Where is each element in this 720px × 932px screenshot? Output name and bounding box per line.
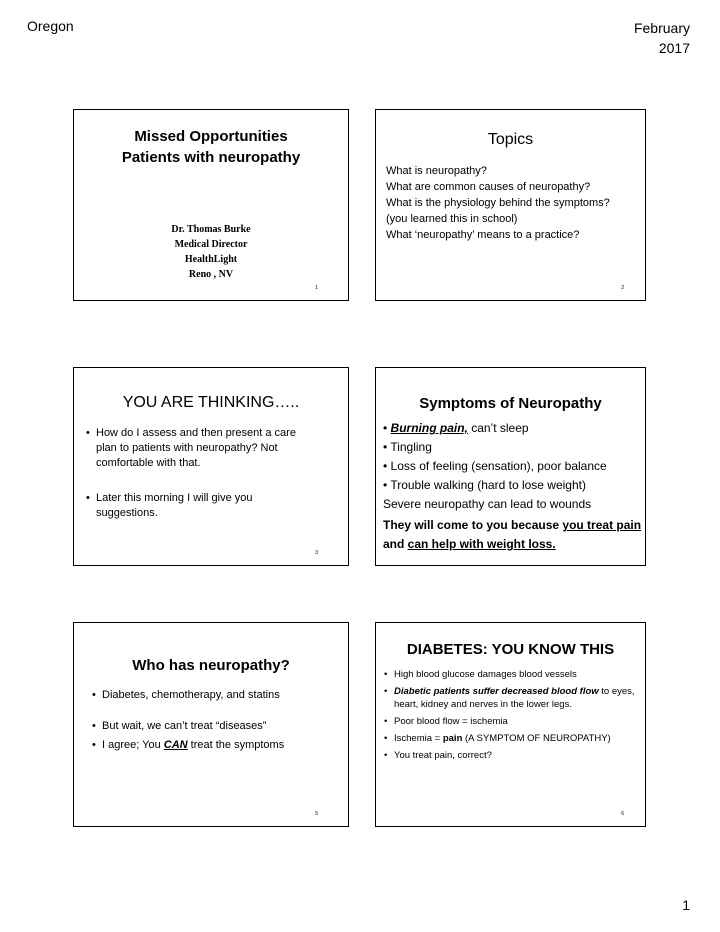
topic-item: What are common causes of neuropathy? — [386, 181, 591, 193]
bullet-text: Loss of feeling (sensation), poor balance — [390, 459, 607, 473]
topic-item: What is neuropathy? — [386, 165, 487, 177]
slide-6 — [375, 622, 646, 827]
slide-4-title: Symptoms of Neuropathy — [419, 395, 602, 412]
bullet-item — [384, 685, 642, 711]
slide-5-title: Who has neuropathy? — [132, 657, 290, 674]
slide-3 — [73, 367, 349, 566]
slide-4 — [375, 367, 646, 566]
emphasis-burning-pain: Burning pain, — [390, 421, 468, 435]
closing-part: They will come to you because — [383, 518, 563, 532]
bullet-item: • Poor blood flow = ischemia — [384, 715, 642, 728]
bullet-item: • You treat pain, correct? — [384, 749, 642, 762]
bullet-text: Trouble walking (hard to lose weight) — [390, 478, 586, 492]
closing-part: and — [383, 537, 408, 551]
slide-6-title: DIABETES: YOU KNOW THIS — [406, 641, 615, 658]
page-number: 1 — [682, 897, 690, 913]
closing-emphasis: you treat pain — [562, 518, 642, 532]
slide-6-bullets — [384, 668, 642, 762]
bullet-item — [384, 732, 642, 745]
slide-1-title — [74, 126, 348, 168]
slide-5-bullets — [92, 687, 342, 753]
bullet-text: I agree; You — [102, 739, 164, 751]
slide-number: 2 — [621, 285, 624, 291]
slide-3-bullets — [86, 426, 316, 521]
header-right — [634, 18, 690, 58]
header-left: Oregon — [27, 18, 74, 34]
topic-item: What is the physiology behind the symptoms? — [386, 197, 610, 209]
author-name: Dr. Thomas Burke — [171, 224, 251, 235]
bullet-text: Tingling — [390, 440, 432, 454]
slide-number: 3 — [315, 550, 318, 556]
bullet-item: • Loss of feeling (sensation), poor balance — [383, 459, 607, 473]
topic-item: What ‘neuropathy’ means to a practice? — [386, 229, 580, 241]
bullet-item: • Tingling — [383, 440, 432, 454]
bullet-item — [92, 737, 342, 753]
slide-5 — [73, 622, 349, 827]
bullet-text: to eyes, heart, kidney and nerves in the lower legs. — [394, 686, 635, 710]
slide-number: 5 — [315, 811, 318, 817]
plain-line: Severe neuropathy can lead to wounds — [383, 497, 592, 511]
slide-4-body — [383, 419, 645, 554]
slide-2-topic-list — [386, 163, 610, 243]
emphasis-can: CAN — [163, 739, 188, 751]
closing-statement — [383, 516, 645, 554]
slide-number: 6 — [621, 811, 624, 817]
bullet-text: treat the symptoms — [187, 739, 285, 751]
slide-2-title: Topics — [487, 131, 534, 148]
bullet-item: • Burning pain, can’t sleep — [383, 421, 529, 435]
slide-1-author-block — [74, 222, 348, 282]
slide-1 — [73, 109, 349, 301]
emphasis-pain: pain — [442, 733, 463, 744]
author-location: Reno , NV — [188, 269, 234, 280]
bullet-text: Ischemia = — [394, 733, 443, 744]
slide-2 — [375, 109, 646, 301]
slide-3-title: YOU ARE THINKING….. — [122, 394, 300, 411]
bullet-item: • High blood glucose damages blood vessels — [384, 668, 642, 681]
author-role: Medical Director — [174, 239, 248, 250]
bullet-item: • But wait, we can’t treat “diseases” — [92, 718, 342, 734]
bullet-item: • Diabetes, chemotherapy, and statins — [92, 687, 342, 703]
bullet-item: • Later this morning I will give you suggestions. — [86, 491, 316, 521]
closing-emphasis: can help with weight loss. — [407, 537, 556, 551]
bullet-text: (A SYMPTOM OF NEUROPATHY) — [462, 733, 611, 744]
slide-1-title-line1: Missed Opportunities — [134, 128, 288, 145]
author-org: HealthLight — [184, 254, 238, 265]
bullet-item: • Trouble walking (hard to lose weight) — [383, 478, 586, 492]
header-month: February — [633, 20, 690, 36]
slide-number: 1 — [315, 285, 318, 291]
topic-item: (you learned this in school) — [386, 213, 518, 225]
bullet-item: • How do I assess and then present a care plan to patients with neuropathy? Not comfortable with that. — [86, 426, 316, 471]
bullet-text: can’t sleep — [467, 421, 529, 435]
header-year: 2017 — [658, 40, 690, 56]
slide-1-title-line2: Patients with neuropathy — [121, 149, 301, 166]
emphasis-blood-flow: Diabetic patients suffer decreased blood flow — [394, 686, 599, 697]
